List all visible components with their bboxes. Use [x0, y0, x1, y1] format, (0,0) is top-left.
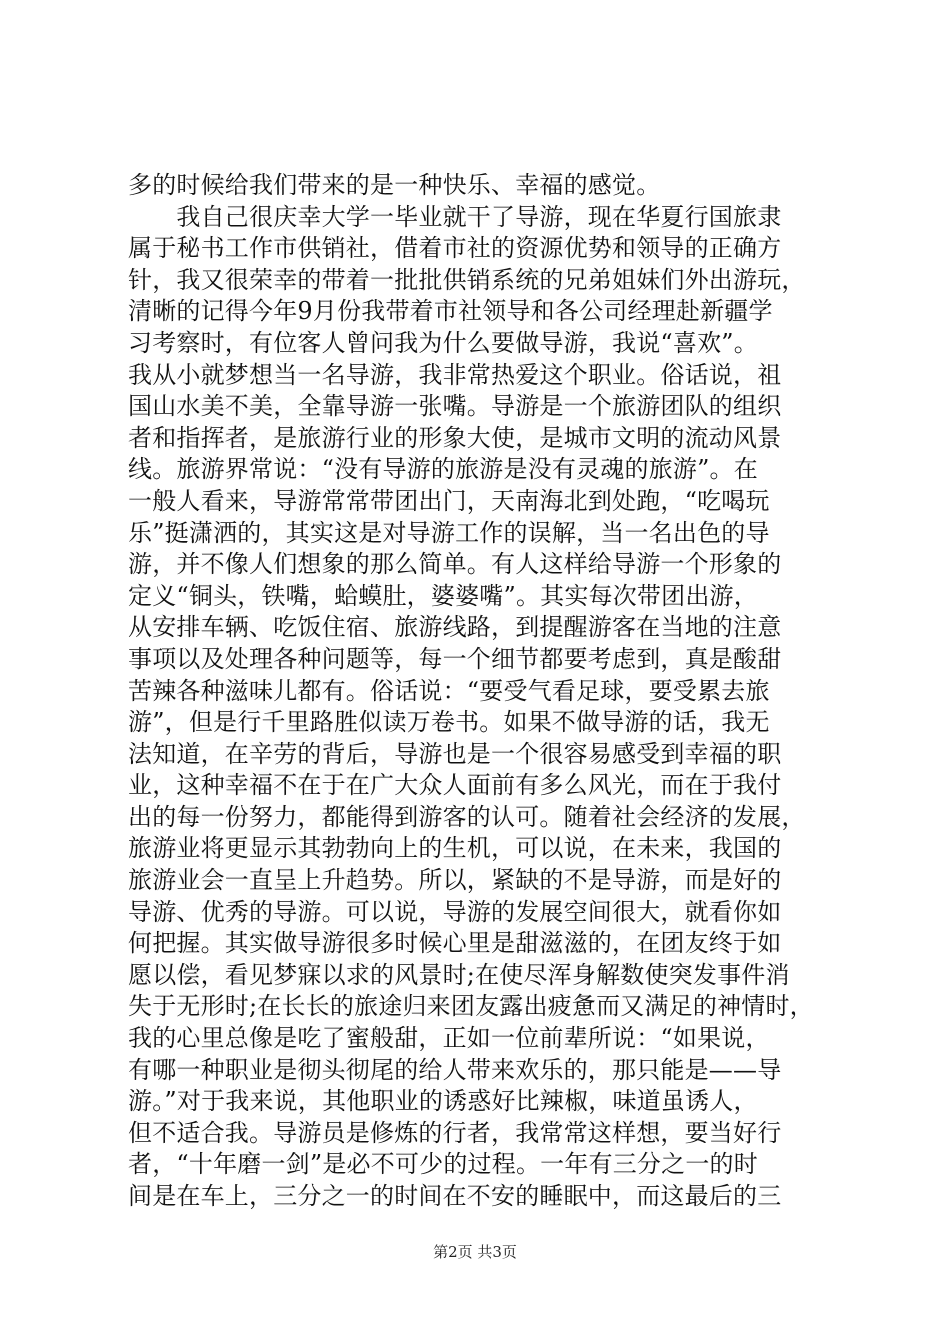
text-line: 一般人看来，导游常常带团出门，天南海北到处跑，“吃喝玩 — [128, 486, 770, 515]
text-line: 属于秘书工作市供销社，借着市社的资源优势和领导的正确方 — [128, 234, 782, 263]
text-line: 者和指挥者，是旅游行业的形象大使，是城市文明的流动风景 — [128, 423, 782, 452]
text-line: 何把握。其实做导游很多时候心里是甜滋滋的，在团友终于如 — [128, 929, 782, 958]
text-line: 游”，但是行千里路胜似读万卷书。如果不做导游的话，我无 — [128, 708, 770, 737]
text-line: 针，我又很荣幸的带着一批批供销系统的兄弟姐妹们外出游玩， — [128, 265, 806, 294]
text-line: 清晰的记得今年9月份我带着市社领导和各公司经理赴新疆学 — [128, 297, 773, 326]
text-line: 旅游业将更显示其勃勃向上的生机，可以说，在未来，我国的 — [128, 834, 782, 863]
body-text — [128, 170, 828, 1213]
text-line: 有哪一种职业是彻头彻尾的给人带来欢乐的，那只能是——导 — [128, 1055, 782, 1084]
text-line: 业，这种幸福不在于在广大众人面前有多么风光，而在于我付 — [128, 771, 782, 800]
text-line: 从安排车辆、吃饭住宿、旅游线路，到提醒游客在当地的注意 — [128, 613, 782, 642]
text-line: 习考察时，有位客人曾问我为什么要做导游，我说“喜欢”。 — [128, 328, 758, 357]
text-line: 事项以及处理各种问题等，每一个细节都要考虑到，真是酸甜 — [128, 644, 782, 673]
text-line: 游，并不像人们想象的那么简单。有人这样给导游一个形象的 — [128, 550, 782, 579]
text-line: 我自己很庆幸大学一毕业就干了导游，现在华夏行国旅隶 — [128, 202, 782, 231]
text-line: 国山水美不美，全靠导游一张嘴。导游是一个旅游团队的组织 — [128, 392, 782, 421]
text-line: 我从小就梦想当一名导游，我非常热爱这个职业。俗话说，祖 — [128, 360, 782, 389]
text-line: 愿以偿，看见梦寐以求的风景时;在使尽浑身解数使突发事件消 — [128, 960, 790, 989]
text-line: 者，“十年磨一剑”是必不可少的过程。一年有三分之一的时 — [128, 1150, 758, 1179]
text-line: 游。”对于我来说，其他职业的诱惑好比辣椒，味道虽诱人， — [128, 1087, 758, 1116]
page-footer: 第2页 共3页 — [433, 1243, 517, 1261]
text-line: 定义“铜头，铁嘴，蛤蟆肚，婆婆嘴”。其实每次带团出游， — [128, 581, 758, 610]
text-line: 旅游业会一直呈上升趋势。所以，紧缺的不是导游，而是好的 — [128, 866, 782, 895]
text-line: 线。旅游界常说：“没有导游的旅游是没有灵魂的旅游”。在 — [128, 455, 758, 484]
text-line: 法知道，在辛劳的背后，导游也是一个很容易感受到幸福的职 — [128, 739, 782, 768]
text-line: 乐”挺潇洒的，其实这是对导游工作的误解，当一名出色的导 — [128, 518, 770, 547]
text-line: 出的每一份努力，都能得到游客的认可。随着社会经济的发展， — [128, 802, 806, 831]
text-line: 导游、优秀的导游。可以说，导游的发展空间很大，就看你如 — [128, 897, 782, 926]
text-line: 苦辣各种滋味儿都有。俗话说：“要受气看足球，要受累去旅 — [128, 676, 770, 705]
text-line: 间是在车上，三分之一的时间在不安的睡眠中，而这最后的三 — [128, 1182, 782, 1210]
text-line: 多的时候给我们带来的是一种快乐、幸福的感觉。 — [128, 171, 661, 199]
text-line: 失于无形时;在长长的旅途归来团友露出疲惫而又满足的神情时， — [128, 992, 814, 1021]
text-line: 但不适合我。导游员是修炼的行者，我常常这样想，要当好行 — [128, 1118, 782, 1147]
text-line: 我的心里总像是吃了蜜般甜，正如一位前辈所说：“如果说， — [128, 1024, 770, 1053]
